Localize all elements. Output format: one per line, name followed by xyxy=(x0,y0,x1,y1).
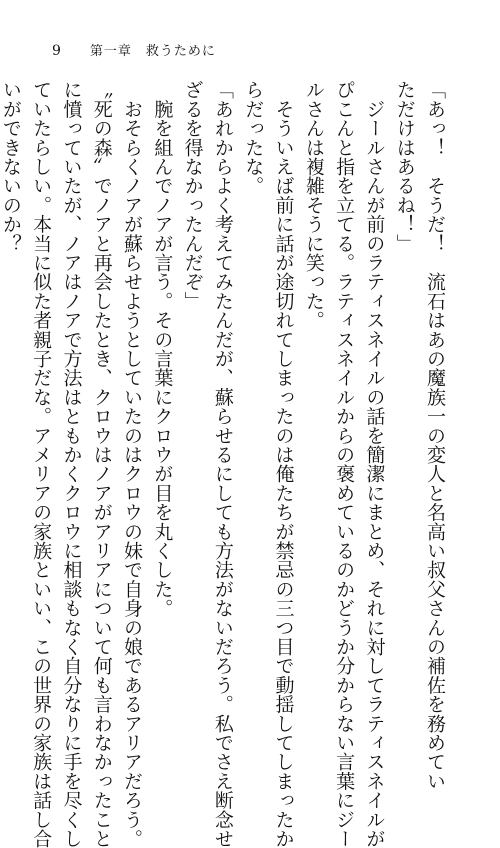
text-line: らだったな。 xyxy=(242,80,265,196)
running-header xyxy=(52,40,216,60)
text-line: ただけはあるね！」 xyxy=(393,80,416,253)
text-line: ルさんは複雑そうに笑った。 xyxy=(302,80,325,330)
text-line: に憤っていたが、ノアはノアで方法はともかくクロウに相談もなく自分なりに手を尽くし xyxy=(60,80,83,848)
text-line: いができないのか？ xyxy=(0,80,22,253)
text-line: ていたらしい。本当に似た者親子だな。アメリアの家族といい、この世界の家族は話し合 xyxy=(30,80,53,848)
text-line: ざるを得なかったんだぞ」 xyxy=(181,80,204,311)
text-line: ジールさんが前のラティスネイルの話を簡潔にまとめ、それに対してラティスネイルが xyxy=(363,80,386,848)
text-line: 「あっ！ そうだ！ 流石はあの魔族一の変人と名高い叔父さんの補佐を務めてい xyxy=(424,80,446,791)
text-line: 「あれからよく考えてみたんだが、蘇らせるにしても方法がないだろう。私でさえ断念せ xyxy=(211,80,234,848)
chapter-title: 第一章 救うために xyxy=(89,44,216,59)
text-line: そういえば前に話が途切れてしまったのは俺たちが禁忌の三つ目で動揺してしまったか xyxy=(272,80,295,848)
text-line: ぴこんと指を立てる。ラティスネイルからの褒めているのかどうか分からない言葉にジー xyxy=(333,80,356,848)
text-line: 腕を組んでノアが言う。その言葉にクロウが目を丸くした。 xyxy=(151,80,174,618)
text-line: おそらくノアが蘇らせようとしていたのはクロウの妹で自身の娘であるアリアだろう。 xyxy=(121,80,144,848)
text-line: 〝死の森〟でノアと再会したとき、クロウはノアがアリアについて何も言わなかったこと xyxy=(90,80,113,848)
novel-body-text xyxy=(0,80,450,848)
page-number: 9 xyxy=(52,43,62,59)
